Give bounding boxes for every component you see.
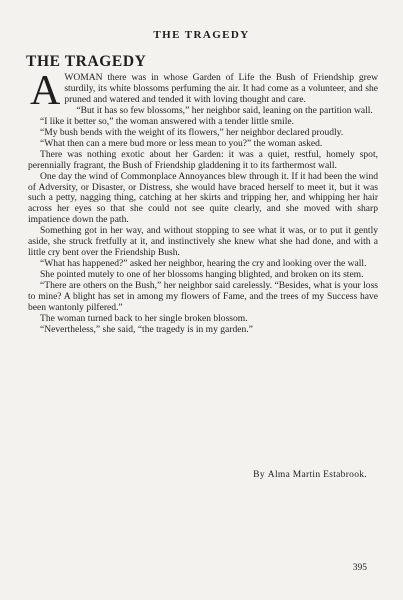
article-body (28, 68, 378, 336)
paragraph: There was nothing exotic about her Garden: it was a quiet, restful, homely spot, perennially fragrant, the Bush of Friendship gladdening it to its farthermost wall. (28, 148, 378, 171)
paragraph: “There are others on the Bush,” her neighbor said carelessly. “Besides, what is your loss to mine? A blight has set in among my flowers of Fame, and the trees of my Success have been wantonly pilfered.” (28, 280, 378, 314)
article-title: THE TRAGEDY (26, 53, 147, 70)
page-number: 395 (352, 563, 367, 573)
paragraph: The woman turned back to her single broken blossom. (40, 312, 248, 324)
paragraph: She pointed mutely to one of her blossoms hanging blighted, and broken on its stem. (40, 269, 364, 281)
drop-cap: A (30, 68, 61, 114)
paragraph: One day the wind of Commonplace Annoyances blew through it. If it had been the wind of Adversity, or Disaster, or Distress, she would have braced herself to meet it, but it was such a petty, nagging thing, catching at her skirts and tripping her, and whipping her hair across her eyes so that she could not see quite clearly, and she moved with sharp impatience down the path. (28, 170, 378, 226)
running-head: THE TRAGEDY (153, 29, 250, 41)
paragraph: “What then can a mere bud more or less mean to you?” the woman asked. (40, 137, 323, 149)
paragraph: “My bush bends with the weight of its flowers,” her neighbor declared proudly. (40, 126, 344, 138)
paragraph: Something got in her way, and without stopping to see what it was, or to put it gently aside, she struck fretfully at it, and instinctively she knew what she had done, and with a little cry bent over the Friendship Bush. (28, 225, 378, 259)
byline-prefix: By (253, 470, 265, 480)
byline (253, 470, 367, 480)
paragraph-text: WOMAN there was in whose Garden of Life the Bush of Friendship grew sturdily, its white blossoms perfuming the air. It had come as a volunteer, and she pruned and watered and tended it with loving thought and care. (64, 72, 378, 105)
paragraph: “What has happened?” asked her neighbor, hearing the cry and looking over the wall. (40, 258, 367, 270)
paragraph: “I like it better so,” the woman answered with a tender little smile. (40, 115, 294, 127)
paragraph: “But it has so few blossoms,” her neighbor said, leaning on the partition wall. (76, 104, 373, 116)
paragraph: “Nevertheless,” she said, “the tragedy is in my garden.” (40, 323, 253, 335)
author-name: Alma Martin Estabrook. (267, 470, 367, 480)
